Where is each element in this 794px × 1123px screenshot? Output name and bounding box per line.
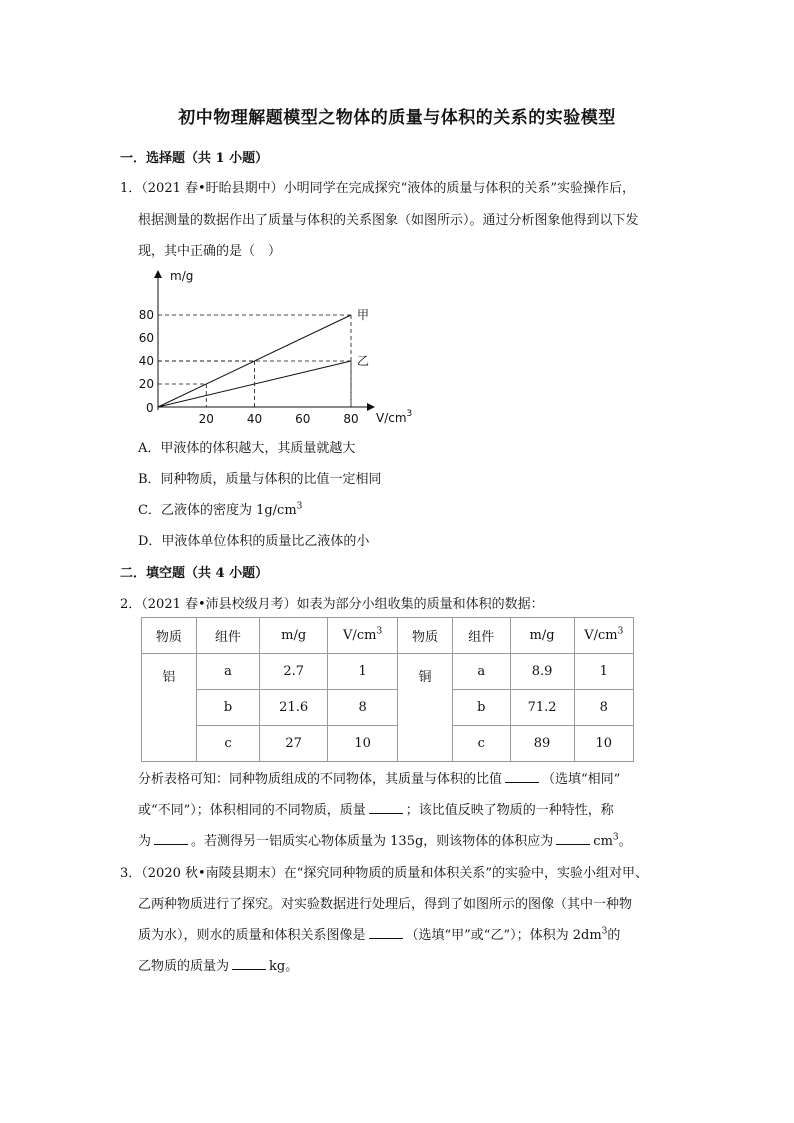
question-source: （2021 春•沛县校级月考） (141, 597, 297, 612)
header-cell: 物质 (398, 618, 453, 654)
question-number: 1． (120, 181, 142, 196)
q2-analysis-line-3: 为 。若测得另一铝质实心物体质量为 135g，则该物体的体积应为 $cm^3$。 (138, 832, 632, 849)
data-table (141, 617, 634, 762)
header-cell: m/g (510, 618, 574, 654)
question-3-line-3: 质为水），则水的质量和体积关系图像是 （选填“甲”或“乙”）；体积为 $2dm^3$的 (138, 926, 621, 943)
section-heading-fill: 二．填空题（共 4 小题） (120, 566, 269, 581)
table-cell: c (452, 726, 510, 762)
question-2-line-1 (120, 593, 544, 612)
y-axis-label: m/g (170, 269, 194, 283)
answer-blank-6[interactable] (232, 957, 266, 970)
answer-blank-2[interactable] (369, 801, 403, 814)
table-cell: b (196, 690, 259, 726)
header-cell: m/g (260, 618, 328, 654)
table-cell: 1 (328, 654, 398, 690)
table-cell: 8 (574, 690, 633, 726)
table-row (142, 726, 634, 762)
answer-blank-1[interactable] (505, 770, 539, 783)
header-cell: $V/cm^3$ (574, 618, 633, 654)
table-cell: 71.2 (510, 690, 574, 726)
table-cell: 89 (510, 726, 574, 762)
question-text: 如表为部分小组收集的质量和体积的数据： (296, 597, 544, 612)
question-3-line-4: 乙物质的质量为 kg。 (138, 959, 299, 974)
y-tick-label: 60 (138, 331, 154, 345)
header-cell: 组件 (196, 618, 259, 654)
table-cell: 21.6 (260, 690, 328, 726)
answer-blank-4[interactable] (556, 832, 590, 845)
question-1-line-3: 现，其中正确的是（ ） (138, 244, 282, 259)
question-source: （2020 秋•南陵县期末） (141, 866, 284, 881)
x-tick-label: 20 (198, 412, 214, 426)
option-a[interactable]: A．甲液体的体积越大，其质量就越大 (138, 441, 356, 456)
question-text: 在“探究同种物质的质量和体积关系”的实验中，实验小组对甲、 (283, 866, 648, 881)
q2-analysis-line-1: 分析表格可知：同种物质组成的不同物体，其质量与体积的比值 （选填“相同” (138, 772, 621, 787)
table-cell: b (452, 690, 510, 726)
header-cell: 物质 (142, 618, 197, 654)
option-d[interactable]: D．甲液体单位体积的质量比乙液体的小 (138, 534, 370, 549)
y-tick-label: 20 (138, 377, 154, 391)
table-row (142, 654, 634, 690)
x-axis-label: $V/cm^3$ (376, 409, 413, 425)
table-cell: 8.9 (510, 654, 574, 690)
table-cell: 8 (328, 690, 398, 726)
x-tick-label: 60 (295, 412, 311, 426)
question-3-line-1 (120, 862, 648, 881)
y-tick-label: 80 (138, 308, 154, 322)
question-3-line-2: 乙两种物质进行了探究。对实验数据进行处理后，得到了如图所示的图像（其中一种物 (138, 897, 633, 912)
table-cell: 10 (328, 726, 398, 762)
y-tick-label: 40 (138, 354, 154, 368)
table-cell: a (452, 654, 510, 690)
table-cell: c (196, 726, 259, 762)
x-tick-label: 80 (343, 412, 359, 426)
material-cell: 铜 (398, 654, 453, 762)
option-b[interactable]: B．同种物质，质量与体积的比值一定相同 (138, 472, 382, 487)
table-cell: a (196, 654, 259, 690)
question-number: 3． (120, 866, 142, 881)
answer-blank-3[interactable] (154, 832, 188, 845)
question-number: 2． (120, 597, 142, 612)
table-cell: 27 (260, 726, 328, 762)
material-cell: 铝 (142, 654, 197, 762)
series-label: 甲 (357, 308, 370, 322)
header-cell: 组件 (452, 618, 510, 654)
header-cell: $V/cm^3$ (328, 618, 398, 654)
question-1-line-1 (120, 177, 635, 196)
q2-analysis-line-2: 或“不同”）；体积相同的不同物质，质量 ；该比值反映了物质的一种特性，称 (138, 803, 614, 818)
series-label: 乙 (357, 354, 370, 368)
question-1-line-2: 根据测量的数据作出了质量与体积的关系图象（如图所示）。通过分析图象他得到以下发 (138, 213, 639, 228)
option-c[interactable]: C．乙液体的密度为 $1g/cm^3$ (138, 501, 303, 518)
section-heading-choice: 一．选择题（共 1 小题） (120, 151, 269, 166)
page-title: 初中物理解题模型之物体的质量与体积的关系的实验模型 (178, 108, 616, 128)
answer-blank-5[interactable] (369, 926, 403, 939)
table-cell: 10 (574, 726, 633, 762)
origin-label: 0 (146, 401, 154, 415)
table-cell: 2.7 (260, 654, 328, 690)
x-tick-label: 40 (246, 412, 263, 426)
question-text: 小明同学在完成探究“液体的质量与体积的关系”实验操作后， (283, 181, 635, 196)
table-cell: 1 (574, 654, 633, 690)
table-header-row (142, 618, 634, 654)
question-source: （2021 春•盱眙县期中） (141, 181, 284, 196)
table-row (142, 690, 634, 726)
mass-volume-chart (138, 262, 413, 432)
